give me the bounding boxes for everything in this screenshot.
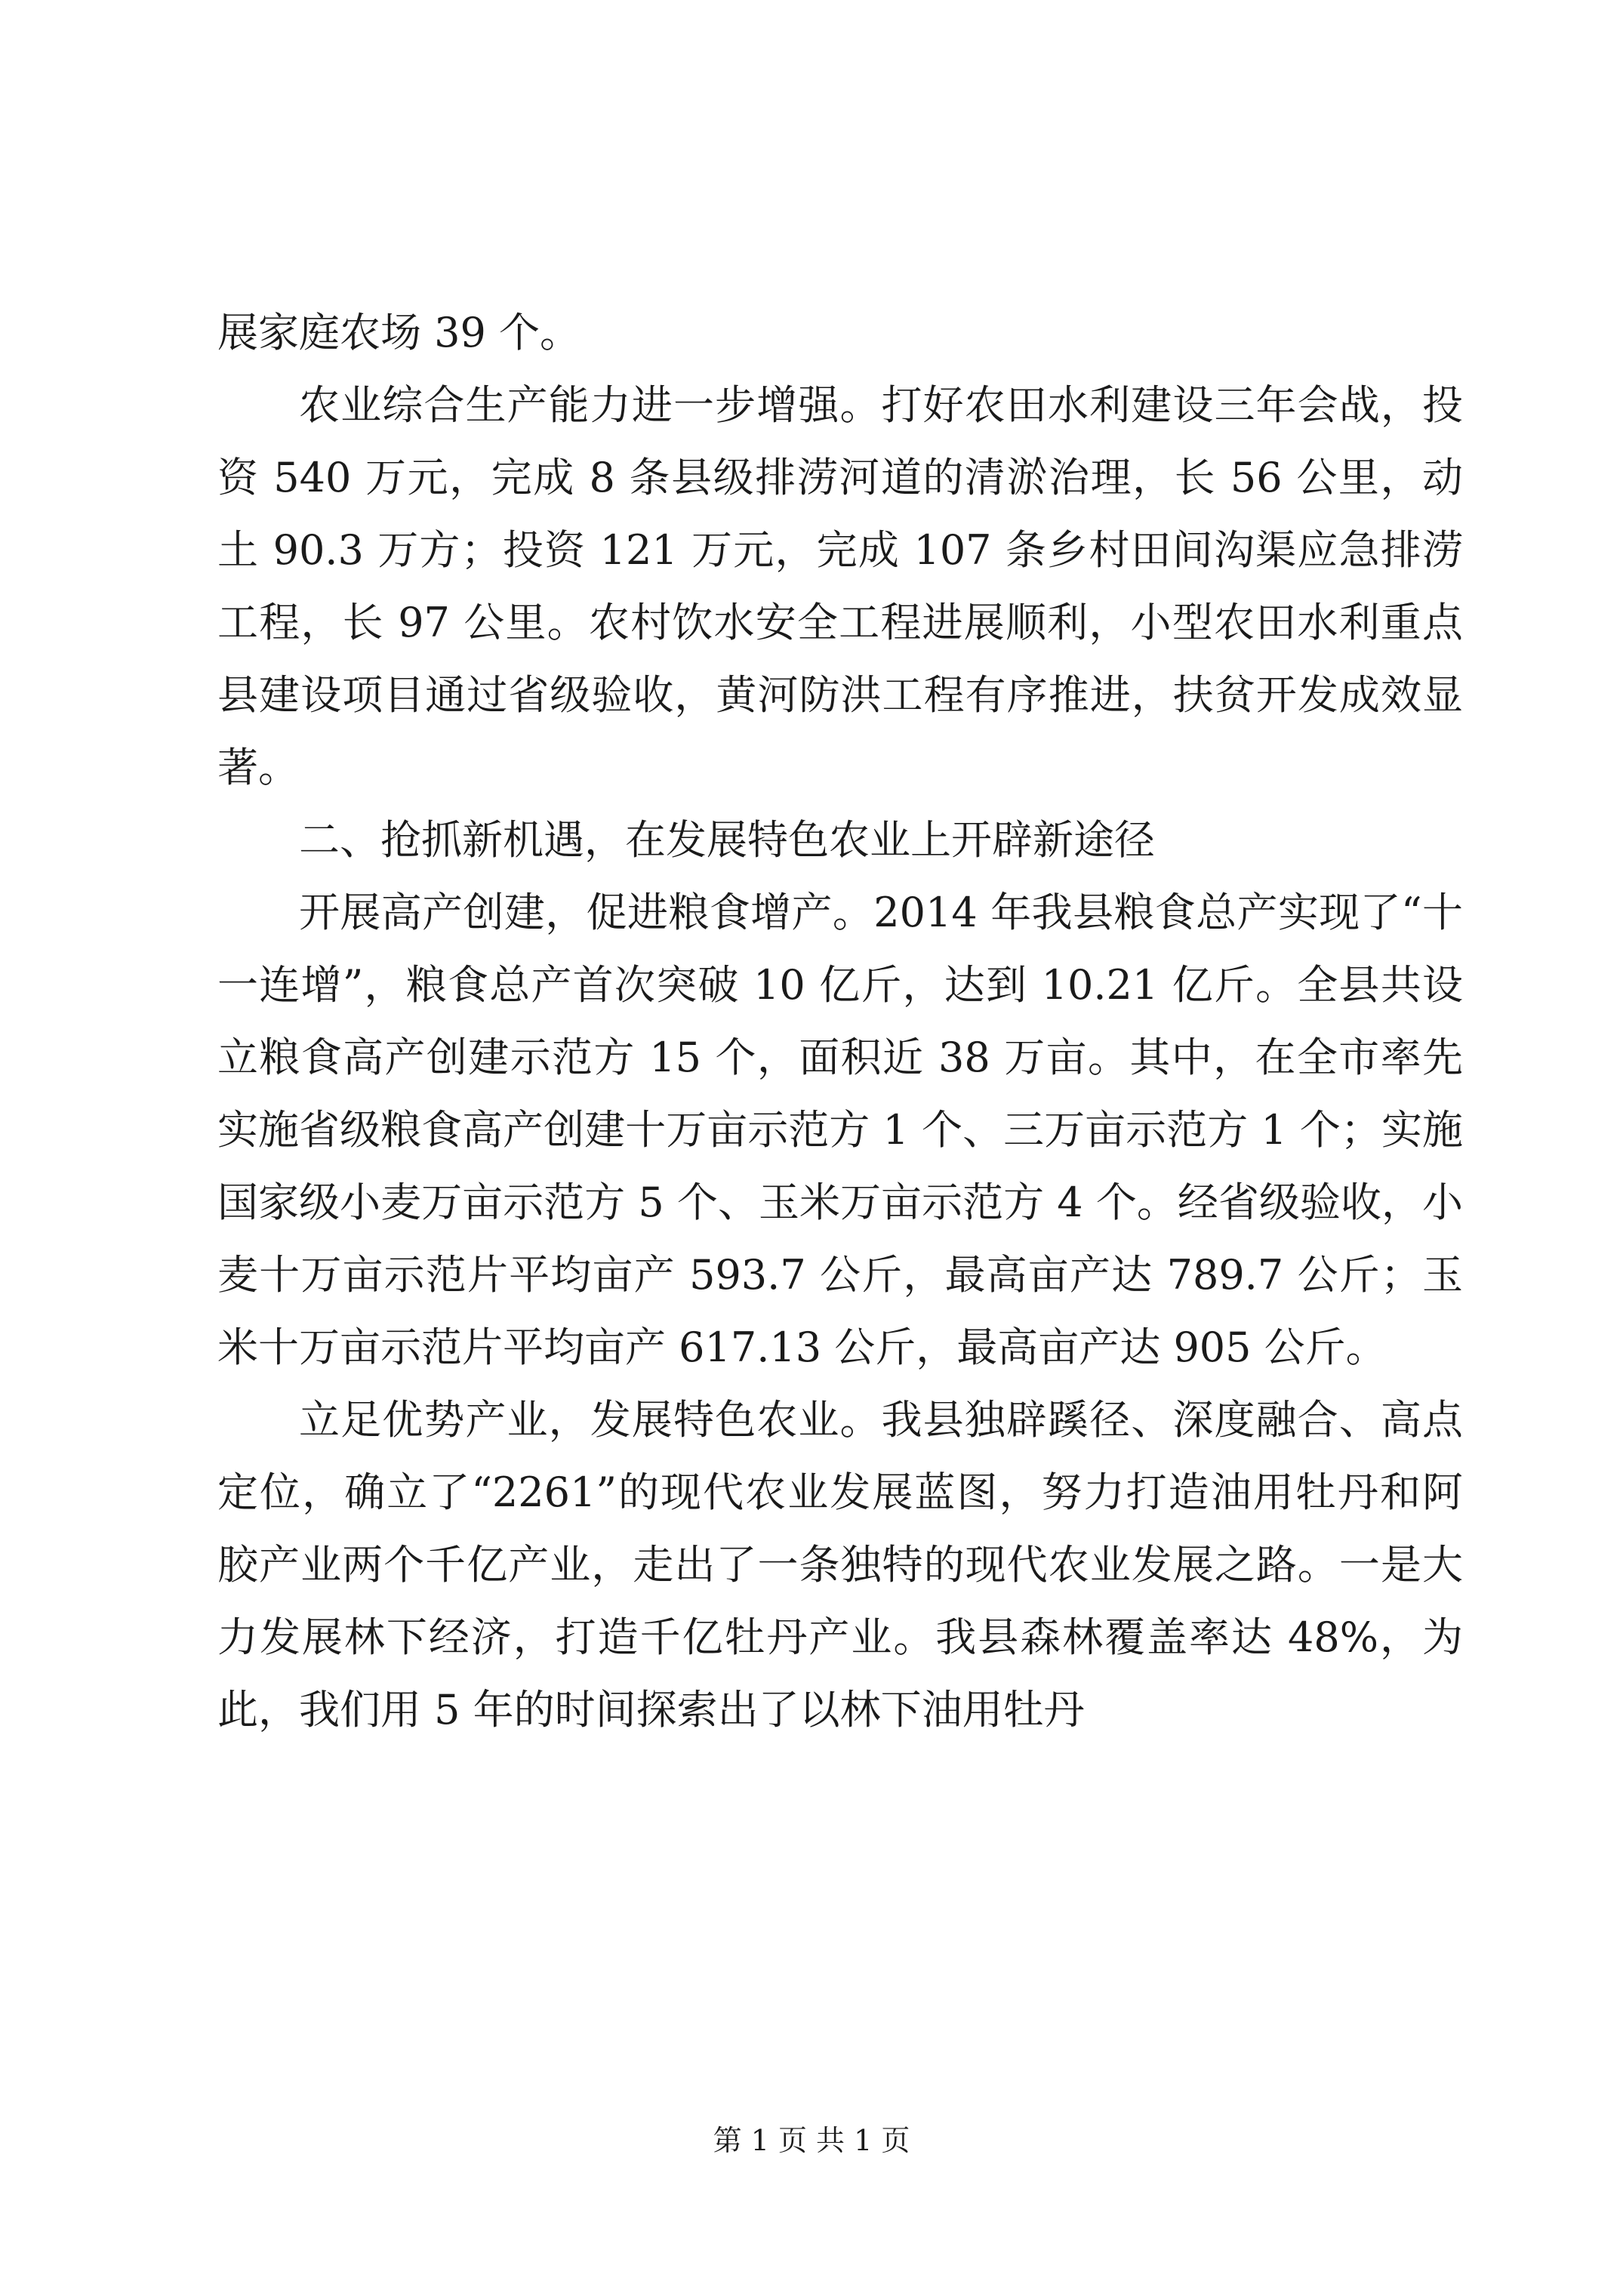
document-body (217, 297, 1463, 1746)
paragraph-grain-production: 开展高产创建，促进粮食增产。2014 年我县粮食总产实现了“十一连增”，粮食总产首次突破 10 亿斤，达到 10.21 亿斤。全县共设立粮食高产创建示范方 15 个，面积近 38 万亩。其中，在全市率先实施省级粮食高产创建十万亩示范方 1 个、三万亩示范方 1 个；实施国家级小麦万亩示范方 5 个、玉米万亩示范方 4 个。经省级验收，小麦十万亩示范片平均亩产 593.7 公斤，最高亩产达 789.7 公斤；玉米十万亩示范片平均亩产 617.13 公斤，最高亩产达 905 公斤。 (217, 889, 1463, 1371)
paragraph-continuation: 展家庭农场 39 个。 (217, 309, 581, 356)
page-footer: 第 1 页 共 1 页 (713, 2124, 910, 2157)
paragraph-irrigation: 农业综合生产能力进一步增强。打好农田水利建设三年会战，投资 540 万元，完成 8 条县级排涝河道的清淤治理，长 56 公里，动土 90.3 万方；投资 121 万元，完成 107 条乡村田间沟渠应急排涝工程，长 97 公里。农村饮水安全工程进展顺利，小型农田水利重点县建设项目通过省级验收，黄河防洪工程有序推进，扶贫开发成效显著。 (217, 381, 1463, 791)
section-heading: 二、抢抓新机遇，在发展特色农业上开辟新途径 (299, 816, 1155, 864)
paragraph-specialty-agriculture: 立足优势产业，发展特色农业。我县独辟蹊径、深度融合、高点定位，确立了“2261”的现代农业发展蓝图，努力打造油用牡丹和阿胶产业两个千亿产业，走出了一条独特的现代农业发展之路。一是大力发展林下经济，打造千亿牡丹产业。我县森林覆盖率达 48%，为此，我们用 5 年的时间探索出了以林下油用牡丹 (217, 1396, 1463, 1734)
